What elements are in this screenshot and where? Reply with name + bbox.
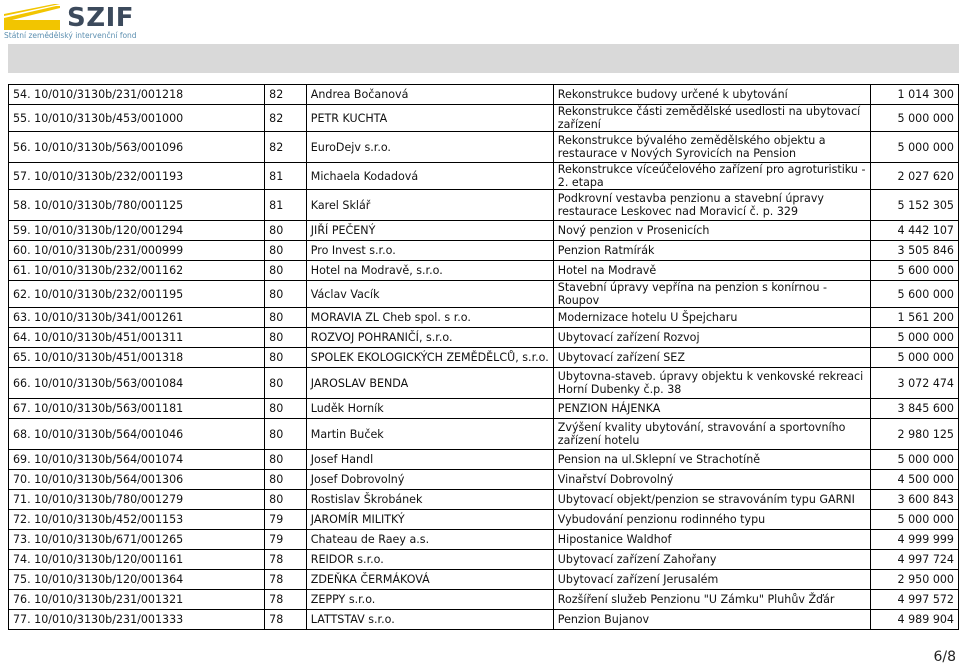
row-score: 80 xyxy=(265,261,307,281)
row-score: 78 xyxy=(265,550,307,570)
table-row xyxy=(9,399,959,419)
row-project: Ubytovací zařízení Jerusalém xyxy=(553,570,870,590)
row-score: 78 xyxy=(265,590,307,610)
row-score: 80 xyxy=(265,281,307,308)
table-row xyxy=(9,190,959,221)
row-id: 57. 10/010/3130b/232/001193 xyxy=(9,163,265,190)
row-score: 80 xyxy=(265,490,307,510)
row-applicant: Pro Invest s.r.o. xyxy=(306,241,553,261)
row-id: 61. 10/010/3130b/232/001162 xyxy=(9,261,265,281)
row-amount: 4 997 572 xyxy=(870,590,958,610)
row-amount: 2 980 125 xyxy=(870,419,958,450)
row-amount: 5 000 000 xyxy=(870,510,958,530)
row-id: 56. 10/010/3130b/563/001096 xyxy=(9,132,265,163)
row-id: 77. 10/010/3130b/231/001333 xyxy=(9,610,265,630)
row-applicant: Chateau de Raey a.s. xyxy=(306,530,553,550)
row-id: 76. 10/010/3130b/231/001321 xyxy=(9,590,265,610)
row-applicant: JAROSLAV BENDA xyxy=(306,368,553,399)
row-applicant: LATTSTAV s.r.o. xyxy=(306,610,553,630)
row-project: Rozšíření služeb Penzionu "U Zámku" Pluhův Žďár xyxy=(553,590,870,610)
row-id: 55. 10/010/3130b/453/001000 xyxy=(9,105,265,132)
row-applicant: SPOLEK EKOLOGICKÝCH ZEMĚDĚLCŮ, s.r.o. xyxy=(306,348,553,368)
szif-logo-icon xyxy=(4,4,64,30)
row-amount: 4 997 724 xyxy=(870,550,958,570)
row-id: 59. 10/010/3130b/120/001294 xyxy=(9,221,265,241)
row-score: 78 xyxy=(265,610,307,630)
row-amount: 5 000 000 xyxy=(870,450,958,470)
table-row xyxy=(9,85,959,105)
row-applicant: REIDOR s.r.o. xyxy=(306,550,553,570)
table-row xyxy=(9,530,959,550)
row-amount: 4 500 000 xyxy=(870,470,958,490)
row-score: 79 xyxy=(265,530,307,550)
row-id: 75. 10/010/3130b/120/001364 xyxy=(9,570,265,590)
row-id: 60. 10/010/3130b/231/000999 xyxy=(9,241,265,261)
row-amount: 5 152 305 xyxy=(870,190,958,221)
row-applicant: JIŘÍ PEČENÝ xyxy=(306,221,553,241)
grants-table xyxy=(8,84,959,630)
row-id: 54. 10/010/3130b/231/001218 xyxy=(9,85,265,105)
row-project: Stavební úpravy vepřína na penzion s konírnou - Roupov xyxy=(553,281,870,308)
row-project: Ubytovací objekt/penzion se stravováním typu GARNI xyxy=(553,490,870,510)
row-score: 81 xyxy=(265,190,307,221)
row-id: 68. 10/010/3130b/564/001046 xyxy=(9,419,265,450)
row-applicant: JAROMÍR MILITKÝ xyxy=(306,510,553,530)
page-number: 6/8 xyxy=(933,649,956,665)
szif-logo xyxy=(4,3,137,40)
row-score: 80 xyxy=(265,241,307,261)
row-score: 80 xyxy=(265,308,307,328)
table-row xyxy=(9,105,959,132)
row-score: 80 xyxy=(265,399,307,419)
table-row xyxy=(9,570,959,590)
row-project: Penzion Ratmírák xyxy=(553,241,870,261)
row-id: 62. 10/010/3130b/232/001195 xyxy=(9,281,265,308)
row-applicant: Josef Dobrovolný xyxy=(306,470,553,490)
row-amount: 1 561 200 xyxy=(870,308,958,328)
row-project: Ubytovací zařízení Rozvoj xyxy=(553,328,870,348)
row-project: Zvýšení kvality ubytování, stravování a sportovního zařízení hotelu xyxy=(553,419,870,450)
table-row xyxy=(9,450,959,470)
row-project: Rekonstrukce budovy určené k ubytování xyxy=(553,85,870,105)
row-score: 80 xyxy=(265,419,307,450)
row-amount: 5 000 000 xyxy=(870,105,958,132)
row-amount: 5 000 000 xyxy=(870,132,958,163)
row-score: 82 xyxy=(265,85,307,105)
table-row xyxy=(9,241,959,261)
row-id: 73. 10/010/3130b/671/001265 xyxy=(9,530,265,550)
row-id: 69. 10/010/3130b/564/001074 xyxy=(9,450,265,470)
row-score: 80 xyxy=(265,348,307,368)
row-project: Ubytovna-staveb. úpravy objektu k venkovské rekreaci Horní Dubenky č.p. 38 xyxy=(553,368,870,399)
table-row xyxy=(9,510,959,530)
row-amount: 3 505 846 xyxy=(870,241,958,261)
row-applicant: Václav Vacík xyxy=(306,281,553,308)
table-row xyxy=(9,470,959,490)
row-applicant: Andrea Bočanová xyxy=(306,85,553,105)
logo-name: SZIF xyxy=(67,3,135,33)
row-applicant: Martin Buček xyxy=(306,419,553,450)
row-score: 80 xyxy=(265,221,307,241)
row-score: 82 xyxy=(265,105,307,132)
logo-subtitle: Státní zemědělský intervenční fond xyxy=(4,31,137,40)
row-applicant: ZDEŇKA ČERMÁKOVÁ xyxy=(306,570,553,590)
table-row xyxy=(9,163,959,190)
row-project: Rekonstrukce bývalého zemědělského objektu a restaurace v Nových Syrovicích na Pension xyxy=(553,132,870,163)
row-id: 63. 10/010/3130b/341/001261 xyxy=(9,308,265,328)
row-score: 78 xyxy=(265,570,307,590)
table-row xyxy=(9,308,959,328)
row-applicant: ZEPPY s.r.o. xyxy=(306,590,553,610)
row-score: 82 xyxy=(265,132,307,163)
row-amount: 5 000 000 xyxy=(870,348,958,368)
row-amount: 4 999 999 xyxy=(870,530,958,550)
row-amount: 3 600 843 xyxy=(870,490,958,510)
table-row xyxy=(9,348,959,368)
table-row xyxy=(9,610,959,630)
row-applicant: ROZVOJ POHRANIČÍ, s.r.o. xyxy=(306,328,553,348)
row-applicant: Luděk Horník xyxy=(306,399,553,419)
table-row xyxy=(9,550,959,570)
row-id: 66. 10/010/3130b/563/001084 xyxy=(9,368,265,399)
header-bar xyxy=(8,44,959,73)
row-id: 70. 10/010/3130b/564/001306 xyxy=(9,470,265,490)
row-project: Modernizace hotelu U Špejcharu xyxy=(553,308,870,328)
row-id: 67. 10/010/3130b/563/001181 xyxy=(9,399,265,419)
row-applicant: Karel Sklář xyxy=(306,190,553,221)
row-score: 80 xyxy=(265,328,307,348)
table-row xyxy=(9,590,959,610)
row-id: 64. 10/010/3130b/451/001311 xyxy=(9,328,265,348)
row-project: Rekonstrukce části zemědělské usedlosti na ubytovací zařízení xyxy=(553,105,870,132)
row-id: 65. 10/010/3130b/451/001318 xyxy=(9,348,265,368)
row-id: 58. 10/010/3130b/780/001125 xyxy=(9,190,265,221)
row-applicant: Michaela Kodadová xyxy=(306,163,553,190)
row-project: Ubytovací zařízení Zahořany xyxy=(553,550,870,570)
row-project: Ubytovací zařízení SEZ xyxy=(553,348,870,368)
row-applicant: MORAVIA ZL Cheb spol. s r.o. xyxy=(306,308,553,328)
row-project: Podkrovní vestavba penzionu a stavební úpravy restaurace Leskovec nad Moravicí č. p. 329 xyxy=(553,190,870,221)
row-applicant: Rostislav Škrobánek xyxy=(306,490,553,510)
row-project: Pension na ul.Sklepní ve Strachotíně xyxy=(553,450,870,470)
row-project: Penzion Bujanov xyxy=(553,610,870,630)
table-row xyxy=(9,419,959,450)
row-project: Nový penzion v Prosenicích xyxy=(553,221,870,241)
table-row xyxy=(9,132,959,163)
table-row xyxy=(9,490,959,510)
row-score: 80 xyxy=(265,450,307,470)
row-score: 79 xyxy=(265,510,307,530)
row-amount: 3 072 474 xyxy=(870,368,958,399)
table-row xyxy=(9,221,959,241)
row-amount: 4 442 107 xyxy=(870,221,958,241)
grants-table-body xyxy=(9,85,959,630)
row-amount: 1 014 300 xyxy=(870,85,958,105)
row-project: Hipostanice Waldhof xyxy=(553,530,870,550)
row-score: 80 xyxy=(265,368,307,399)
row-amount: 4 989 904 xyxy=(870,610,958,630)
row-id: 71. 10/010/3130b/780/001279 xyxy=(9,490,265,510)
row-amount: 5 000 000 xyxy=(870,328,958,348)
row-amount: 2 950 000 xyxy=(870,570,958,590)
row-project: PENZION HÁJENKA xyxy=(553,399,870,419)
table-row xyxy=(9,328,959,348)
table-row xyxy=(9,261,959,281)
row-applicant: Josef Handl xyxy=(306,450,553,470)
row-amount: 5 600 000 xyxy=(870,281,958,308)
row-project: Vybudování penzionu rodinného typu xyxy=(553,510,870,530)
row-applicant: Hotel na Modravě, s.r.o. xyxy=(306,261,553,281)
row-applicant: EuroDejv s.r.o. xyxy=(306,132,553,163)
row-project: Vinařství Dobrovolný xyxy=(553,470,870,490)
row-project: Rekonstrukce víceúčelového zařízení pro agroturistiku - 2. etapa xyxy=(553,163,870,190)
table-row xyxy=(9,281,959,308)
row-id: 74. 10/010/3130b/120/001161 xyxy=(9,550,265,570)
table-row xyxy=(9,368,959,399)
row-amount: 2 027 620 xyxy=(870,163,958,190)
row-applicant: PETR KUCHTA xyxy=(306,105,553,132)
row-amount: 3 845 600 xyxy=(870,399,958,419)
row-score: 80 xyxy=(265,470,307,490)
row-amount: 5 600 000 xyxy=(870,261,958,281)
row-score: 81 xyxy=(265,163,307,190)
row-id: 72. 10/010/3130b/452/001153 xyxy=(9,510,265,530)
row-project: Hotel na Modravě xyxy=(553,261,870,281)
